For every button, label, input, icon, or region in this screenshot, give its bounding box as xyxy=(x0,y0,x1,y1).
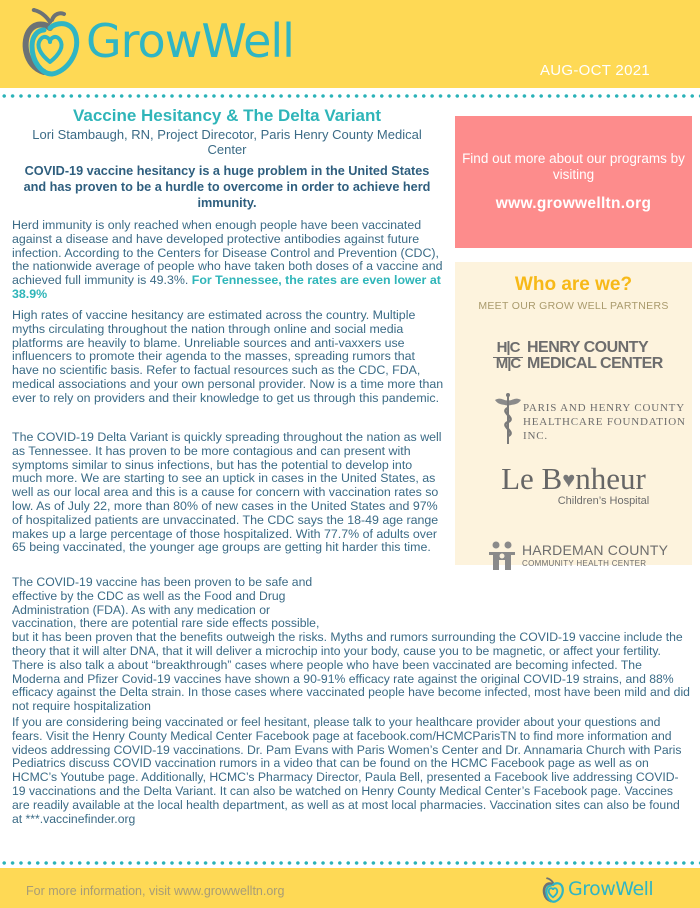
dotted-divider xyxy=(0,93,700,99)
brand-name: GrowWell xyxy=(86,14,294,68)
partners-title: Who are we? xyxy=(514,274,633,295)
le-bonheur-subtitle: Children’s Hospital xyxy=(557,495,650,507)
le-bonheur-name-b: nheur xyxy=(575,461,646,496)
hardeman-line2: COMMUNITY HEALTH CENTER xyxy=(522,559,647,568)
dotted-divider xyxy=(0,860,700,866)
paragraph-delta-variant: The COVID-19 Delta Variant is quickly spreading throughout the nation as well as Tennessee. It has proven to be more contagious and can present with symptoms similar to sinus infections, but has the potential to develop into much more. We are starting to see an uptick in cases in the United States, as well as our local area and this is a cause for concern with vaccination rates so low. As of July 22, more than 80% of new cases in the United States and 97% of hospitalized patients are unvaccinated. The CDC says the 18-49 age range makes up a large percentage of those hospitalized. With 77.7% of adults over 65 being vaccinated, the younger age groups are getting hit harder this time. xyxy=(12,430,442,555)
paragraph-vaccine-safety xyxy=(12,576,692,714)
footer-banner xyxy=(0,868,700,908)
le-bonheur-name xyxy=(455,462,692,497)
article-lead: COVID-19 vaccine hesitancy is a huge problem in the United States and has proven to be a hurdle to overcome in order to achieve herd immunity. xyxy=(23,164,431,210)
partners-subtitle: MEET OUR GROW WELL PARTNERS xyxy=(478,300,669,312)
paragraph-herd-immunity xyxy=(12,219,444,302)
paragraph-hesitancy: High rates of vaccine hesitancy are estimated across the country. Multiple myths circulating throughout the nation through online and social media platforms are heavily to blame. Unreliable sources and anti-vaxxers use influencers to promote their agenda to the masses, spreading rumors that have no scientific basis. Refer to factual resources such as the CDC, FDA, medical associations and your own personal provider. Now is a time more than ever to rely on providers and their knowledge to get us through this pandemic. xyxy=(12,308,444,405)
paragraph-resources: If you are considering being vaccinated or feel hesitant, please talk to your healthcare provider about your questions and fears. Visit the Henry County Medical Center Facebook page at facebook.com/HCMCParisTN to find more information and videos addressing COVID-19 vaccinations. Dr. Pam Evans with Paris Women’s Center and Dr. Annamaria Church with Paris Pediatrics discuss COVID vaccination rumors in a video that can be found on the HCMC Facebook page as well as on HCMC’s Youtube page. Additionally, HCMC’s Pharmacy Director, Paula Bell, presented a Facebook live addressing COVID-19 vaccinations and the Delta Variant. It can also be watched on Henry County Medical Center’s Facebook page. Vaccines are readily available at the local health department, as well as at most local pharmacies. Vaccination sites can also be found at ***.vaccinefinder.org xyxy=(12,715,682,826)
tennessee-highlight: For Tennessee, the rates are even lower at 38.9% xyxy=(12,273,441,301)
paragraph-text: Herd immunity is only reached when enough people have been vaccinated against a disease and have developed protective antibodies against future infection. According to the Centers for Disease Control and Prevention (CDC), the nationwide average of people who have taken both doses of a vaccine and achieved full immunity is 49.3%. xyxy=(12,218,443,288)
le-bonheur-name-a: Le B xyxy=(501,461,563,496)
footer-growwell-logo xyxy=(538,876,678,904)
hcmc-mark-top: H|C xyxy=(496,339,520,356)
hcmc-mark-bottom: M|C xyxy=(495,355,521,372)
article-byline: Lori Stambaugh, RN, Project Direcotor, Paris Henry County Medical Center xyxy=(32,127,422,157)
apple-heart-icon xyxy=(20,6,80,78)
promo-box xyxy=(455,116,692,248)
growwell-logo xyxy=(20,6,340,78)
caduceus-icon xyxy=(493,392,523,446)
hardeman-line1: HARDEMAN COUNTY xyxy=(522,542,669,558)
family-icon xyxy=(487,540,517,570)
article-title: Vaccine Hesitancy & The Delta Variant xyxy=(72,106,382,125)
partners-panel xyxy=(455,262,692,568)
header-banner xyxy=(0,0,700,88)
issue-date: AUG-OCT 2021 xyxy=(539,62,650,79)
heart-icon: ♥ xyxy=(562,467,576,492)
hcmc-line2: MEDICAL CENTER xyxy=(527,355,663,372)
paragraph-text: but it has been proven that the benefits outweigh the risks. Myths and rumors surrounding the COVID-19 vaccine include the theory that it will alter DNA, that it will deliver a microchip into your body, cause you to be magnetic, or affect your fertility. There is also talk a about “breakthrough” cases where people who have been vaccinated are becoming infected. The Moderna and Pfizer Covid-19 vaccines have shown a 90-91% efficacy rate against the original COVID-19 strains, and 88% efficacy against the Delta strain. In those cases where vaccinated people have become infected, most have been mild and did not require hospitalization xyxy=(12,630,690,714)
partner-logo-le-bonheur xyxy=(455,462,692,507)
hcmc-name xyxy=(527,340,663,372)
phc-line1: PARIS AND HENRY COUNTY xyxy=(523,402,685,414)
footer-brand-name: GrowWell xyxy=(568,878,654,900)
promo-url-link[interactable]: www.growwelltn.org xyxy=(495,195,652,212)
apple-heart-icon xyxy=(542,876,564,904)
promo-text: Find out more about our programs by visiting xyxy=(462,151,685,182)
phc-name xyxy=(523,401,692,443)
hcmc-line1: HENRY COUNTY xyxy=(527,339,649,356)
footer-text: For more information, visit www.growwelltn.org xyxy=(26,884,285,898)
paragraph-text: The COVID-19 vaccine has been proven to be safe and effective by the CDC as well as the Food and Drug Administration (FDA). As with any medication or vaccination, there are potential rare side effects possible, xyxy=(12,575,320,631)
phc-line2: HEALTHCARE FOUNDATION INC. xyxy=(523,416,686,442)
article-header xyxy=(12,106,442,211)
hcmc-mark-icon xyxy=(493,340,523,374)
